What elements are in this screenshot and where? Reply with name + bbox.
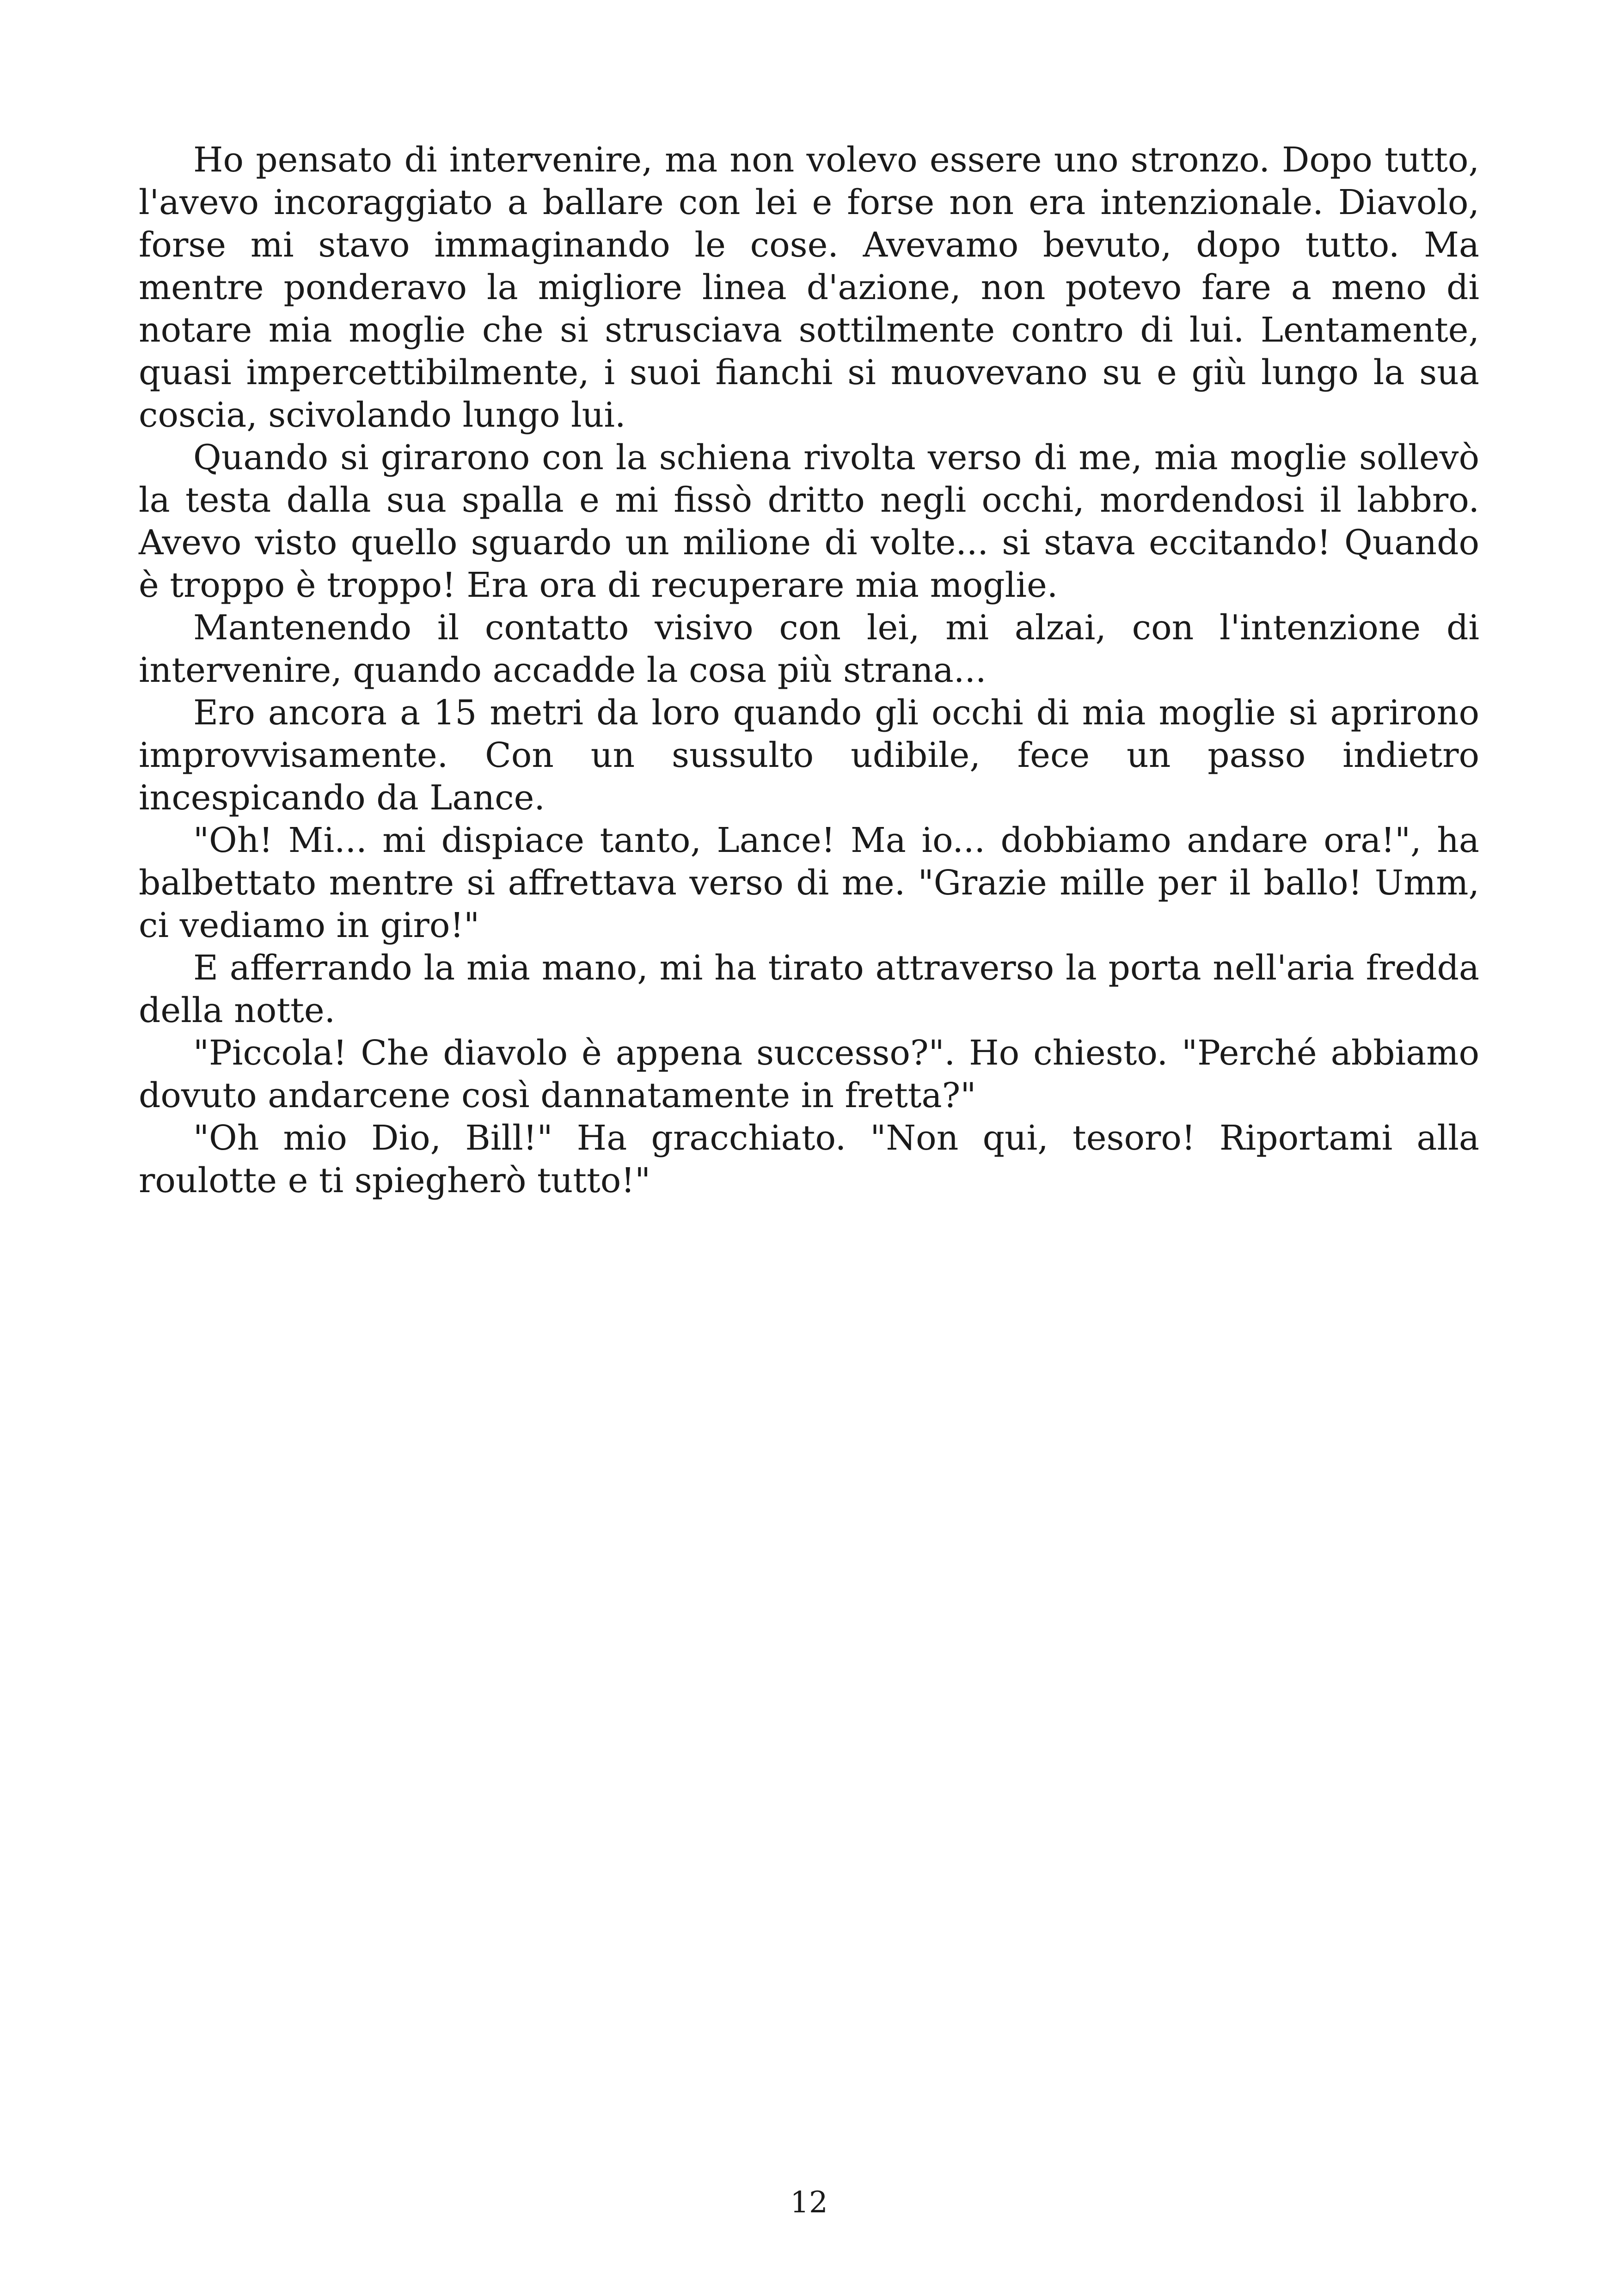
paragraph: Ho pensato di intervenire, ma non volevo essere uno stronzo. Dopo tutto, l'avevo incoraggiato a ballare con lei e forse non era intenzionale. Diavolo, forse mi stavo immaginando le cose. Avevamo bevuto, dopo tutto. Ma mentre ponderavo la migliore linea d'azione, non potevo fare a meno di notare mia moglie che si strusciava sottilmente contro di lui. Lentamente, quasi impercettibilmente, i suoi fianchi si muovevano su e giù lungo la sua coscia, scivolando lungo lui.	[139, 140, 1479, 435]
paragraph: Quando si girarono con la schiena rivolta verso di me, mia moglie sollevò la testa dalla sua spalla e mi fissò dritto negli occhi, mordendosi il labbro. Avevo visto quello sguardo un milione di volte... si stava eccitando! Quando è troppo è troppo! Era ora di recuperare mia moglie.	[139, 438, 1479, 605]
paragraph: Mantenendo il contatto visivo con lei, mi alzai, con l'intenzione di intervenire, quando accadde la cosa più strana...	[139, 608, 1479, 690]
paragraph: "Piccola! Che diavolo è appena successo?". Ho chiesto. "Perché abbiamo dovuto andarcene così dannatamente in fretta?"	[139, 1033, 1479, 1115]
paragraph: "Oh! Mi... mi dispiace tanto, Lance! Ma io... dobbiamo andare ora!", ha balbettato mentre si affrettava verso di me. "Grazie mille per il ballo! Umm, ci vediamo in giro!"	[139, 820, 1479, 945]
page-number: 12	[790, 2186, 828, 2220]
paragraph: Ero ancora a 15 metri da loro quando gli occhi di mia moglie si aprirono improvvisamente. Con un sussulto udibile, fece un passo indietro incespicando da Lance.	[139, 693, 1479, 818]
body-text	[139, 139, 1479, 1202]
paragraph: "Oh mio Dio, Bill!" Ha gracchiato. "Non qui, tesoro! Riportami alla roulotte e ti spiegherò tutto!"	[139, 1118, 1479, 1200]
paragraph: E afferrando la mia mano, mi ha tirato attraverso la porta nell'aria fredda della notte.	[139, 948, 1479, 1030]
